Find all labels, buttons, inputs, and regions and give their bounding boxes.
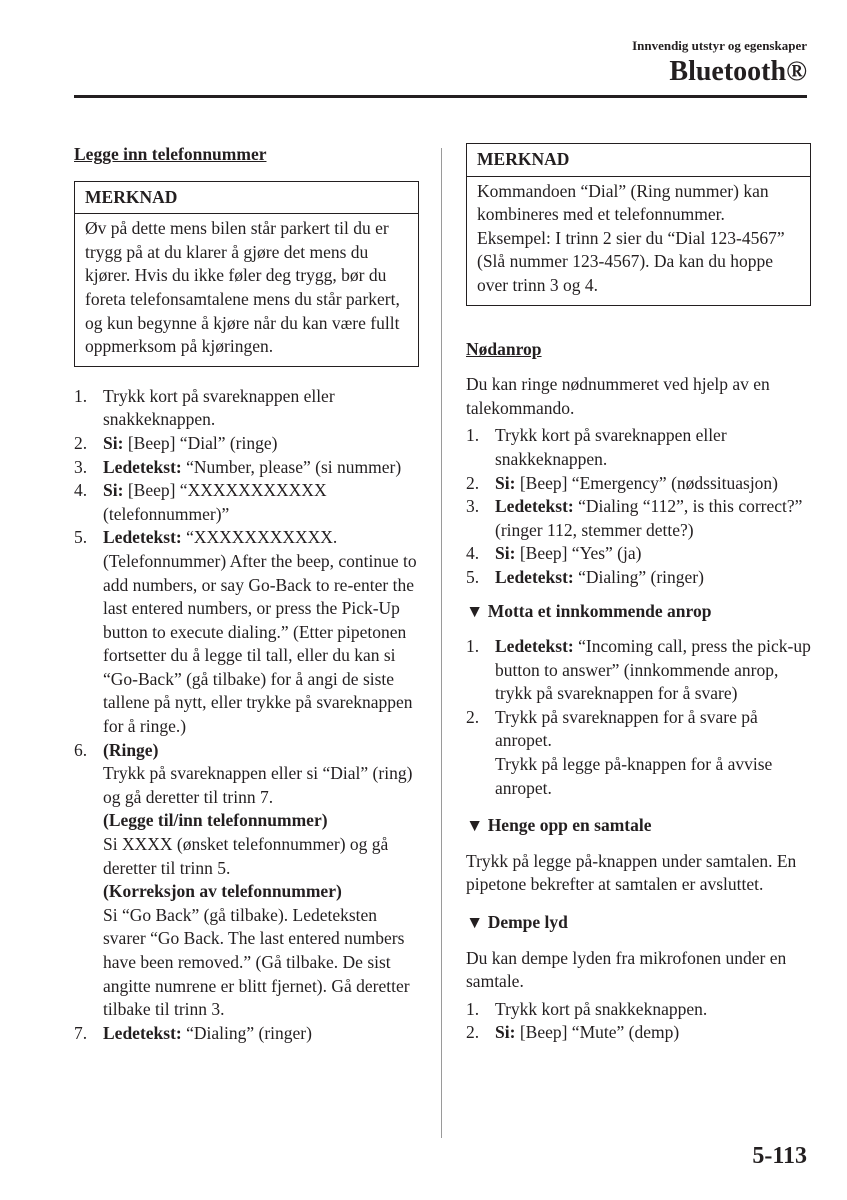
step-text [103,526,419,738]
step-number: 1. [466,998,480,1019]
list-item [74,456,419,480]
list-item [466,424,811,471]
step-body: Trykk på legge på-knappen for å avvise anropet. [495,754,773,798]
list-item [466,542,811,566]
step-number: 5. [466,566,480,587]
list-item [74,739,419,1022]
step-label: Ledetekst: [495,496,574,517]
step-text: Trykk kort på svareknappen eller snakkeknappen. [495,425,727,469]
step-number: 4. [466,543,480,564]
step-text [495,495,811,542]
step-body: Si “Go Back” (gå tilbake). Ledeteksten svarer “Go Back. The last entered numbers have been removed.” (Gå tilbake. De sist angitte numrene er blitt fjernet). Gå deretter tilbake til trinn 3. [103,904,410,1020]
emergency-steps-list [466,424,811,589]
emergency-intro: Du kan ringe nødnummeret ved hjelp av en talekommando. [466,374,770,418]
note-box [466,143,811,306]
step-body: “Dialing” (ringer) [573,566,704,587]
step-text [103,479,419,526]
step-number: 7. [74,1022,88,1043]
step-label: Si: [495,543,516,564]
step-number: 1. [466,425,480,446]
step-label: Ledetekst: [495,566,574,587]
list-item [466,998,811,1022]
step-text: Trykk kort på svareknappen eller snakkeknappen. [103,385,335,430]
step-number: 1. [466,636,480,657]
step-body: “XXXXXXXXXXX. (Telefonnummer) After the beep, continue to add numbers, or say Go-Back to re-enter the last entered numbers, or press the Pick-Up button to execute dialing.” (Etter pipetonen fortsetter du å legge til tall, eller du kan si “Go-Back” (gå tilbake) for å angi de siste tallene på nytt, eller trykke på svareknappen for å ringe.) [103,527,417,737]
step-label: Si: [495,1022,516,1043]
note-text: Øv på dette mens bilen står parkert til du er trygg på at du klarer å gjøre det mens du kjører. Hvis du ikke føler deg trygg, bør du foreta telefonsamtalene mens du står parkert, og kun begynne å kjøre når du kan være fullt oppmerksom på kjøringen. [85,218,400,357]
list-item [466,1021,811,1045]
step-text [495,706,811,800]
header-section-title: Innvendig utstyr og egenskaper [632,38,807,53]
step-text [495,1021,811,1045]
incoming-steps-list [466,635,811,800]
step-label: Ledetekst: [103,456,182,477]
step-body: “Number, please” (si nummer) [181,456,402,477]
list-item [74,1022,419,1046]
step-body: [Beep] “XXXXXXXXXXX (telefonnummer)” [103,480,327,524]
list-item [466,566,811,590]
step-number: 2. [466,706,480,727]
step-number: 2. [466,1022,480,1043]
step-text: Trykk kort på snakkeknappen. [495,998,708,1019]
step-body: [Beep] “Mute” (demp) [515,1022,680,1043]
step-subtitle: (Legge til/inn telefonnummer) [103,810,328,831]
page-number: 5-113 [752,1143,807,1169]
section-heading-incoming-call: ▼ Motta et innkommende anrop [466,600,712,621]
step-text [495,635,811,706]
step-label: Si: [103,480,124,501]
step-title: (Ringe) [103,739,159,760]
hang-up-text: Trykk på legge på-knappen under samtalen. En pipetone bekrefter at samtalen er avsluttet. [466,850,797,895]
mute-steps-list [466,998,811,1045]
header-rule [74,95,807,98]
step-body: Si XXXX (ønsket telefonnummer) og gå deretter til trinn 5. [103,834,389,878]
step-text [495,472,811,496]
step-body: [Beep] “Yes” (ja) [515,543,642,564]
page-title: Bluetooth® [669,56,807,87]
step-label: Si: [495,472,516,493]
section-heading-enter-number: Legge inn telefonnummer [74,144,267,164]
list-item [466,635,811,706]
step-number: 6. [74,739,88,760]
step-body: “Dialing” (ringer) [181,1022,312,1043]
note-title: MERKNAD [467,144,810,177]
step-label: Si: [103,432,124,453]
note-title: MERKNAD [75,182,418,215]
list-item [74,526,419,738]
step-body: “Dialing “112”, is this correct?” (ringer 112, stemmer dette?) [495,496,803,540]
list-item [466,472,811,496]
step-body: Trykk på svareknappen eller si “Dial” (ring) og gå deretter til trinn 7. [103,763,413,807]
step-label: Ledetekst: [495,636,574,657]
mute-intro: Du kan dempe lyden fra mikrofonen under en samtale. [466,947,787,992]
list-item [466,495,811,542]
right-column [466,143,811,1045]
step-number: 3. [74,456,88,477]
step-body: Trykk på svareknappen for å svare på anropet. [495,706,758,751]
step-label: Ledetekst: [103,1022,182,1043]
list-item [74,385,419,432]
step-body: [Beep] “Emergency” (nødssituasjon) [515,472,779,493]
step-number: 2. [466,472,480,493]
section-heading-hang-up: ▼ Henge opp en samtale [466,815,652,836]
step-number: 4. [74,480,88,501]
left-column [74,143,419,1045]
step-text [103,432,419,456]
step-body: [Beep] “Dial” (ringe) [123,432,278,453]
note-box [74,181,419,367]
section-heading-emergency: Nødanrop [466,338,542,359]
list-item [74,432,419,456]
step-text [103,739,419,1022]
step-text [495,566,811,590]
step-label: Ledetekst: [103,527,182,548]
step-text [103,1022,419,1046]
step-text [103,456,419,480]
step-text [495,542,811,566]
step-body: “Incoming call, press the pick-up button to answer” (innkommende anrop, trykk på svareknappen for å svare) [495,636,811,704]
step-number: 2. [74,432,88,453]
note-text: Kommandoen “Dial” (Ring nummer) kan kombineres med et telefonnummer. Eksempel: I trinn 2 sier du “Dial 123-4567” (Slå nummer 123-4567). Da kan du hoppe over trinn 3 og 4. [477,180,785,295]
step-number: 3. [466,496,480,517]
list-item [466,706,811,800]
step-subtitle: (Korreksjon av telefonnummer) [103,881,342,902]
dial-steps-list [74,385,419,1046]
list-item [74,479,419,526]
step-number: 1. [74,385,88,406]
section-heading-mute: ▼ Dempe lyd [466,912,568,933]
column-divider [441,148,442,1138]
step-number: 5. [74,527,88,548]
